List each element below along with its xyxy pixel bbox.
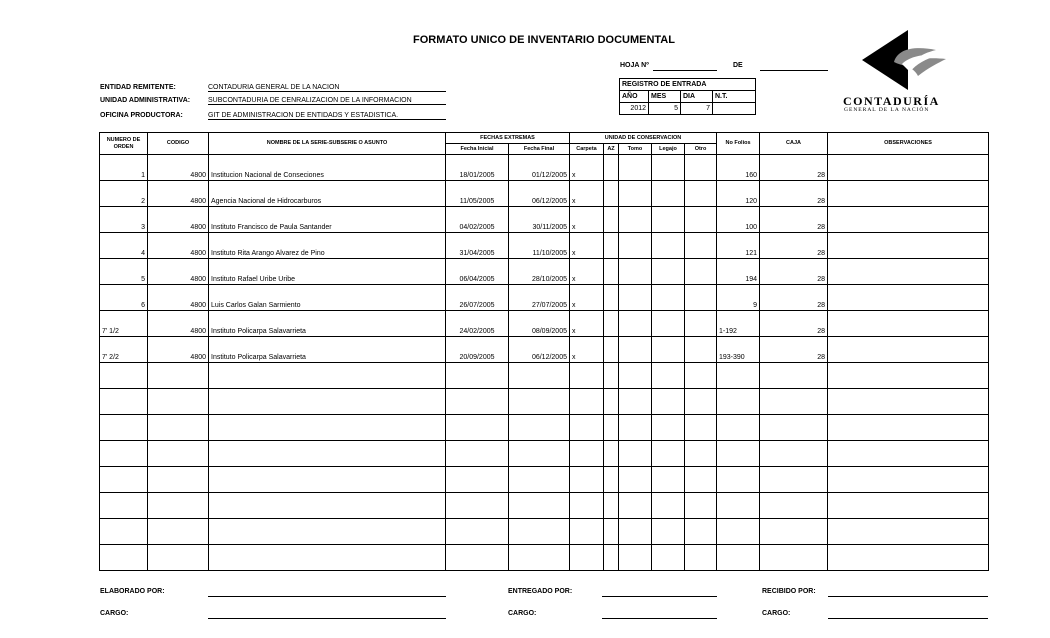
cell-legajo [652,493,685,519]
cell-observaciones [828,493,989,519]
oficina-label: OFICINA PRODUCTORA: [100,112,183,119]
table-row [100,285,989,311]
cell-legajo [652,311,685,337]
cell-carpeta: x [570,233,604,259]
cell-codigo [148,363,209,389]
cell-fecha-inicial [446,519,509,545]
cell-nombre [209,441,446,467]
cell-az [604,337,619,363]
cell-legajo [652,337,685,363]
cell-fecha-final [509,467,570,493]
cell-codigo: 4800 [148,207,209,233]
cell-orden: 1 [100,155,148,181]
cell-fecha-inicial: 11/05/2005 [446,181,509,207]
cell-carpeta: x [570,337,604,363]
cell-otro [685,389,717,415]
cell-otro [685,181,717,207]
cell-observaciones [828,259,989,285]
header-fecha-inicial: Fecha Inicial [446,144,509,155]
cell-orden: 7' 2/2 [100,337,148,363]
cell-tomo [619,493,652,519]
logo-subtitle: GENERAL DE LA NACIÓN [844,107,930,113]
cell-az [604,389,619,415]
cell-fecha-final [509,441,570,467]
cell-legajo [652,415,685,441]
table-row [100,181,989,207]
de-label: DE [733,62,743,69]
cell-tomo [619,155,652,181]
contaduria-logo-icon [858,28,948,92]
cell-fecha-final: 27/07/2005 [509,285,570,311]
cell-folios [717,545,760,571]
cell-tomo [619,207,652,233]
cell-az [604,259,619,285]
cell-fecha-inicial: 31/04/2005 [446,233,509,259]
cell-folios: 120 [717,181,760,207]
cell-fecha-inicial [446,467,509,493]
cell-otro [685,519,717,545]
cell-codigo [148,545,209,571]
cell-otro [685,311,717,337]
table-row [100,493,989,519]
table-row [100,207,989,233]
cell-fecha-final [509,389,570,415]
cell-orden: 4 [100,233,148,259]
cell-observaciones [828,363,989,389]
cell-orden [100,545,148,571]
cell-carpeta: x [570,311,604,337]
cell-orden: 2 [100,181,148,207]
cell-az [604,285,619,311]
recibido-line[interactable] [828,596,988,597]
cell-observaciones [828,415,989,441]
cell-carpeta [570,493,604,519]
header-codigo: CODIGO [148,133,209,155]
header-az: AZ [604,144,619,155]
cell-tomo [619,181,652,207]
table-row [100,233,989,259]
cell-codigo: 4800 [148,233,209,259]
cell-caja [760,441,828,467]
cell-folios [717,389,760,415]
entidad-label: ENTIDAD REMITENTE: [100,84,176,91]
registro-value-ano: 2012 [620,103,649,115]
cell-az [604,415,619,441]
cell-fecha-final [509,519,570,545]
registro-value-nt [713,103,756,115]
cell-carpeta: x [570,285,604,311]
cell-fecha-inicial [446,493,509,519]
cell-caja [760,363,828,389]
cell-nombre [209,545,446,571]
cell-codigo [148,441,209,467]
cargo-label-2: CARGO: [508,610,537,617]
cargo-line-2[interactable] [602,618,717,619]
cell-fecha-inicial [446,389,509,415]
cell-caja [760,389,828,415]
elaborado-line[interactable] [208,596,446,597]
cell-caja: 28 [760,311,828,337]
table-row [100,467,989,493]
registro-col-mes: MES [649,91,681,103]
cell-observaciones [828,285,989,311]
cell-legajo [652,259,685,285]
cell-otro [685,155,717,181]
table-row [100,337,989,363]
cell-observaciones [828,233,989,259]
cell-otro [685,207,717,233]
cell-fecha-final: 30/11/2005 [509,207,570,233]
cell-caja [760,415,828,441]
cell-fecha-inicial: 06/04/2005 [446,259,509,285]
cell-fecha-inicial [446,415,509,441]
cell-nombre [209,363,446,389]
header-folios: No Folios [717,133,760,155]
cell-az [604,363,619,389]
cell-az [604,519,619,545]
cell-caja: 28 [760,181,828,207]
header-unidad-conservacion: UNIDAD DE CONSERVACION [570,133,717,144]
header-fecha-final: Fecha Final [509,144,570,155]
cell-otro [685,545,717,571]
cell-fecha-final: 11/10/2005 [509,233,570,259]
registro-col-ano: AÑO [620,91,649,103]
cell-fecha-inicial: 24/02/2005 [446,311,509,337]
table-row [100,415,989,441]
cell-folios: 194 [717,259,760,285]
cell-codigo: 4800 [148,181,209,207]
registro-col-dia: DIA [681,91,713,103]
cell-fecha-final [509,363,570,389]
entregado-line[interactable] [602,596,717,597]
document-title: FORMATO UNICO DE INVENTARIO DOCUMENTAL [413,34,675,46]
cell-nombre: Instituto Policarpa Salavarrieta [209,337,446,363]
cell-tomo [619,389,652,415]
table-row [100,259,989,285]
cell-fecha-final [509,545,570,571]
cell-carpeta: x [570,155,604,181]
cell-fecha-inicial [446,441,509,467]
oficina-value: GIT DE ADMINISTRACION DE ENTIDADS Y ESTADISTICA. [208,112,446,120]
cell-otro [685,285,717,311]
cell-carpeta: x [570,207,604,233]
entregado-label: ENTREGADO POR: [508,588,573,595]
cell-observaciones [828,311,989,337]
cell-nombre [209,519,446,545]
cell-observaciones [828,467,989,493]
cell-observaciones [828,155,989,181]
cell-fecha-inicial [446,545,509,571]
cell-tomo [619,363,652,389]
cell-caja: 28 [760,207,828,233]
cell-carpeta [570,363,604,389]
cell-fecha-inicial: 26/07/2005 [446,285,509,311]
cell-codigo: 4800 [148,259,209,285]
cell-orden [100,363,148,389]
header-carpeta: Carpeta [570,144,604,155]
cell-fecha-inicial: 18/01/2005 [446,155,509,181]
table-row [100,441,989,467]
cell-orden: 6 [100,285,148,311]
header-nombre: NOMBRE DE LA SERIE-SUBSERIE O ASUNTO [209,133,446,155]
cell-orden [100,519,148,545]
cell-orden [100,493,148,519]
cell-orden [100,441,148,467]
cargo-line-1[interactable] [208,618,446,619]
cell-nombre: Instituto Francisco de Paula Santander [209,207,446,233]
unidad-value: SUBCONTADURIA DE CENRALIZACION DE LA INFORMACION [208,97,446,105]
cell-caja [760,467,828,493]
table-row [100,363,989,389]
cell-tomo [619,467,652,493]
cell-otro [685,467,717,493]
cell-codigo [148,415,209,441]
cell-observaciones [828,181,989,207]
cell-az [604,441,619,467]
cell-fecha-final [509,493,570,519]
registro-col-nt: N.T. [713,91,756,103]
cell-folios [717,467,760,493]
cell-folios: 100 [717,207,760,233]
cell-folios: 1-192 [717,311,760,337]
cell-nombre: Institucion Nacional de Conseciones [209,155,446,181]
registro-value-mes: 5 [649,103,681,115]
registro-title: REGISTRO DE ENTRADA [620,79,756,91]
cell-nombre: Luis Carlos Galan Sarmiento [209,285,446,311]
cell-observaciones [828,441,989,467]
cell-folios: 160 [717,155,760,181]
cell-carpeta: x [570,259,604,285]
cell-observaciones [828,207,989,233]
cell-fecha-final: 08/09/2005 [509,311,570,337]
cell-fecha-final [509,415,570,441]
cell-folios [717,441,760,467]
cargo-label-3: CARGO: [762,610,791,617]
cell-tomo [619,545,652,571]
cell-tomo [619,441,652,467]
cell-carpeta [570,389,604,415]
cell-otro [685,337,717,363]
cell-orden [100,467,148,493]
cell-legajo [652,441,685,467]
cell-observaciones [828,389,989,415]
table-row [100,519,989,545]
cell-legajo [652,389,685,415]
cell-otro [685,441,717,467]
cell-fecha-final: 06/12/2005 [509,181,570,207]
cell-orden [100,415,148,441]
cell-caja [760,545,828,571]
cell-az [604,545,619,571]
cell-folios: 193-390 [717,337,760,363]
cell-nombre [209,493,446,519]
cell-legajo [652,233,685,259]
cell-folios [717,519,760,545]
cell-fecha-final: 01/12/2005 [509,155,570,181]
cell-tomo [619,285,652,311]
entidad-value: CONTADURIA GENERAL DE LA NACION [208,84,446,92]
table-row [100,545,989,571]
cell-az [604,311,619,337]
elaborado-label: ELABORADO POR: [100,588,165,595]
header-caja: CAJA [760,133,828,155]
cell-orden: 5 [100,259,148,285]
header-numero-orden: NUMERO DE ORDEN [100,133,148,155]
cell-carpeta [570,415,604,441]
cell-carpeta: x [570,181,604,207]
cell-tomo [619,519,652,545]
de-field[interactable] [760,62,828,71]
table-row [100,311,989,337]
header-legajo: Legajo [652,144,685,155]
cell-carpeta [570,545,604,571]
unidad-label: UNIDAD ADMINISTRATIVA: [100,97,191,104]
cargo-line-3[interactable] [828,618,988,619]
cell-codigo [148,467,209,493]
cell-nombre: Agencia Nacional de Hidrocarburos [209,181,446,207]
recibido-label: RECIBIDO POR: [762,588,816,595]
header-otro: Otro [685,144,717,155]
cell-codigo: 4800 [148,285,209,311]
cell-orden [100,389,148,415]
cell-tomo [619,415,652,441]
cell-caja: 28 [760,155,828,181]
cell-nombre: Instituto Rafael Uribe Uribe [209,259,446,285]
registro-entrada-table [619,78,756,115]
cell-folios: 121 [717,233,760,259]
cell-fecha-inicial: 04/02/2005 [446,207,509,233]
cell-tomo [619,259,652,285]
cell-legajo [652,207,685,233]
cell-orden: 3 [100,207,148,233]
cell-codigo: 4800 [148,337,209,363]
cell-tomo [619,337,652,363]
header-observaciones: OBSERVACIONES [828,133,989,155]
cell-legajo [652,519,685,545]
cell-tomo [619,233,652,259]
cell-legajo [652,285,685,311]
cell-codigo: 4800 [148,155,209,181]
cell-caja [760,519,828,545]
cell-observaciones [828,337,989,363]
cell-carpeta [570,519,604,545]
cell-nombre [209,415,446,441]
cell-nombre [209,389,446,415]
logo-name: CONTADURÍA [843,94,940,108]
cell-nombre: Instituto Policarpa Salavarrieta [209,311,446,337]
cell-otro [685,493,717,519]
cell-legajo [652,467,685,493]
hoja-field[interactable] [653,62,717,71]
cell-nombre [209,467,446,493]
cell-codigo [148,493,209,519]
cell-fecha-inicial: 20/09/2005 [446,337,509,363]
cell-caja: 28 [760,259,828,285]
header-tomo: Tomo [619,144,652,155]
cell-codigo [148,389,209,415]
cell-az [604,207,619,233]
registro-value-dia: 7 [681,103,713,115]
cell-caja: 28 [760,233,828,259]
cell-fecha-inicial [446,363,509,389]
cell-legajo [652,181,685,207]
cell-otro [685,415,717,441]
cell-legajo [652,363,685,389]
header-fechas-extremas: FECHAS EXTREMAS [446,133,570,144]
cell-legajo [652,155,685,181]
cargo-label-1: CARGO: [100,610,129,617]
cell-folios [717,363,760,389]
inventory-table [99,132,989,571]
cell-otro [685,259,717,285]
cell-caja [760,493,828,519]
cell-otro [685,233,717,259]
cell-folios: 9 [717,285,760,311]
cell-fecha-final: 28/10/2005 [509,259,570,285]
table-row [100,389,989,415]
cell-caja: 28 [760,285,828,311]
cell-folios [717,493,760,519]
cell-observaciones [828,519,989,545]
cell-az [604,233,619,259]
cell-orden: 7' 1/2 [100,311,148,337]
cell-codigo [148,519,209,545]
cell-observaciones [828,545,989,571]
cell-fecha-final: 06/12/2005 [509,337,570,363]
cell-folios [717,415,760,441]
cell-legajo [652,545,685,571]
cell-az [604,181,619,207]
cell-nombre: Instituto Rita Arango Alvarez de Pino [209,233,446,259]
cell-caja: 28 [760,337,828,363]
table-row [100,155,989,181]
cell-az [604,493,619,519]
cell-az [604,155,619,181]
cell-az [604,467,619,493]
cell-tomo [619,311,652,337]
hoja-label: HOJA Nº [620,62,649,69]
cell-carpeta [570,441,604,467]
cell-otro [685,363,717,389]
cell-codigo: 4800 [148,311,209,337]
cell-carpeta [570,467,604,493]
